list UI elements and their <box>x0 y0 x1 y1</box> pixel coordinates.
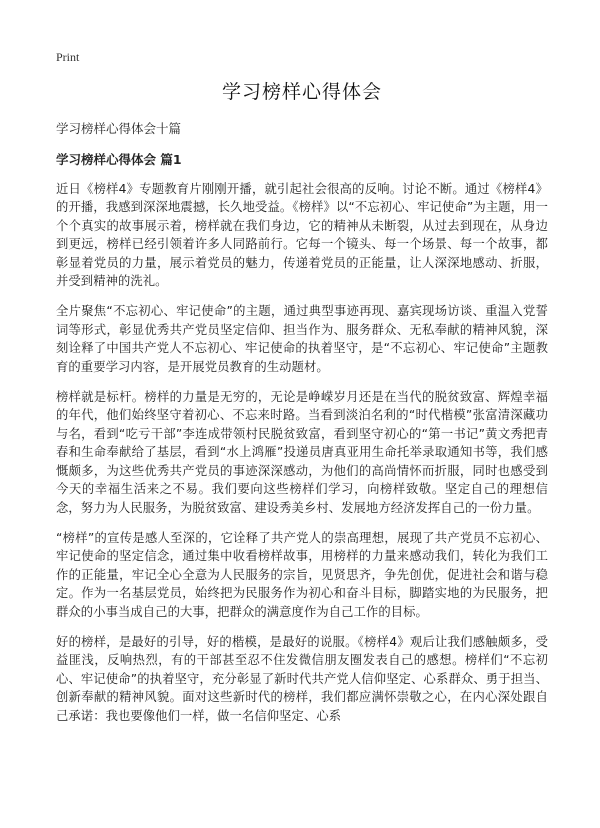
document-title: 学习榜样心得体会 <box>221 81 382 103</box>
document-subtitle: 学习榜样心得体会十篇 <box>56 121 182 136</box>
section-heading: 学习榜样心得体会 篇1 <box>56 152 182 167</box>
paragraph: 好的榜样，是最好的引导，好的楷模，是最好的说服。《榜样4》观后让我们感触颇多，受益匪浅，反响热烈，有的干部甚至忍不住发微信朋友圈发表自己的感想。榜样们“不忘初心、牢记使命”的执着坚守，充分彰显了新时代共产党人信仰坚定、心系群众、勇于担当、创新奉献的精神风貌。面对这些新时代的榜样，我们都应满怀崇敬之心，在内心深处跟自己承诺：我也要像他们一样，做一名信仰坚定、心系 <box>56 634 548 723</box>
print-link[interactable]: Print <box>56 50 80 64</box>
body-text <box>56 180 548 737</box>
paragraph: 榜样就是标杆。榜样的力量是无穷的，无论是峥嵘岁月还是在当代的脱贫致富、辉煌幸福的年代，他们始终坚守着初心、不忘来时路。当看到淡泊名利的“时代楷模”张富清深藏功与名，看到“吃亏干部”李连成带领村民脱贫致富，看到坚守初心的“第一书记”黄文秀把青春和生命奉献给了基层，看到“水上鸿雁”投递员唐真亚用生命托举录取通知书等，我们感慨颇多，为这些优秀共产党员的事迹深深感动，为他们的高尚情怀而折服，同时也感受到今天的幸福生活来之不易。我们要向这些榜样们学习，向榜样致敬。坚定自己的理想信念，努力为人民服务，为脱贫致富、建设秀美乡村、发展地方经济发挥自己的一份力量。 <box>56 390 548 515</box>
paragraph: 近日《榜样4》专题教育片刚刚开播，就引起社会很高的反响。讨论不断。通过《榜样4》的开播，我感到深深地震撼，长久地受益。《榜样》以“不忘初心、牢记使命”为主题，用一个个真实的故事展示着，榜样就在我们身边，它的精神从未断裂，从过去到现在，从身边到更远，榜样已经引领着许多人同路前行。它每一个镜头、每一个场景、每一个故事，都彰显着党员的力量，展示着党员的魅力，传递着党员的正能量，让人深深地感动、折服，并受到精神的洗礼。 <box>56 182 548 289</box>
paragraph: “榜样”的宣传是感人至深的，它诠释了共产党人的崇高理想，展现了共产党员不忘初心、牢记使命的坚定信念，通过集中收看榜样故事，用榜样的力量来感动我们，转化为我们工作的正能量，牢记全心全意为人民服务的宗旨，见贤思齐，争先创优，促进社会和谐与稳定。作为一名基层党员，始终把为民服务作为初心和奋斗目标，脚踏实地的为民服务，把群众的小事当成自己的大事，把群众的满意度作为自己工作的目标。 <box>56 530 548 619</box>
paragraph: 全片聚焦“不忘初心、牢记使命”的主题，通过典型事迹再现、嘉宾现场访谈、重温入党誓词等形式，彰显优秀共产党员坚定信仰、担当作为、服务群众、无私奉献的精神风貌，深刻诠释了中国共产党人不忘初心、牢记使命的执着坚守，是“不忘初心、牢记使命”主题教育的重要学习内容，是开展党员教育的生动题材。 <box>56 304 548 374</box>
